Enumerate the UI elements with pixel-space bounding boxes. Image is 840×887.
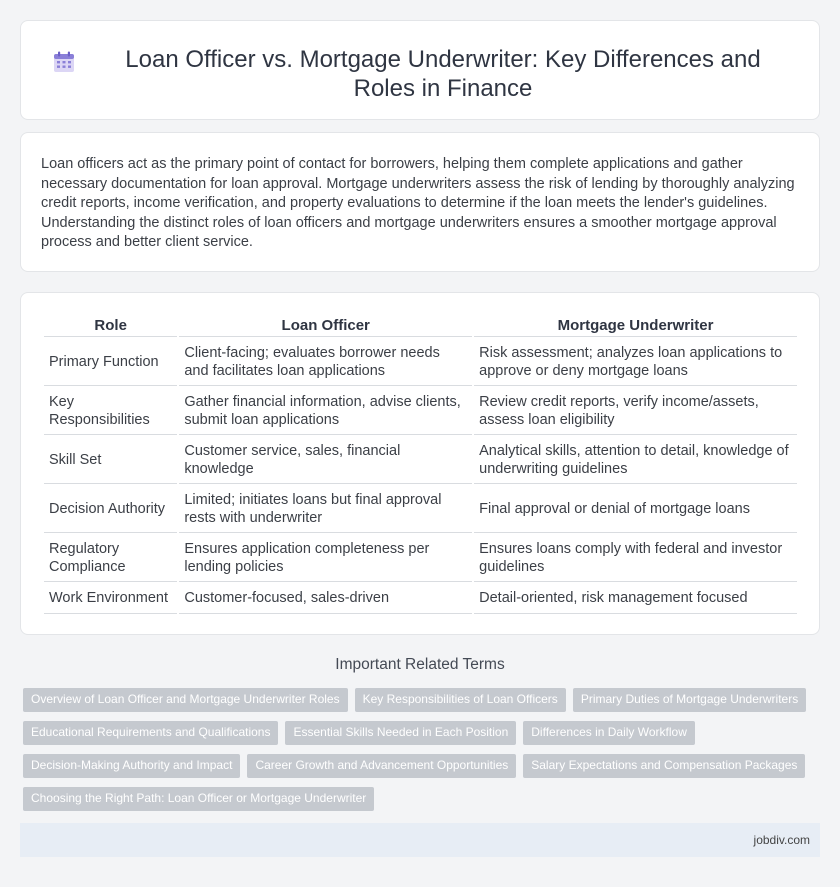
related-tag[interactable]: Choosing the Right Path: Loan Officer or Mortgage Underwriter xyxy=(23,787,374,811)
related-terms-heading: Important Related Terms xyxy=(335,656,505,673)
related-tag[interactable]: Differences in Daily Workflow xyxy=(523,721,695,745)
related-tag[interactable]: Career Growth and Advancement Opportunities xyxy=(247,754,516,778)
related-tag[interactable]: Key Responsibilities of Loan Officers xyxy=(355,688,566,712)
underwriter-cell: Final approval or denial of mortgage loans xyxy=(474,484,797,533)
role-cell: Work Environment xyxy=(44,582,177,614)
underwriter-cell: Risk assessment; analyzes loan applications to approve or deny mortgage loans xyxy=(474,337,797,386)
underwriter-cell: Detail-oriented, risk management focused xyxy=(474,582,797,614)
header-role: Role xyxy=(44,313,177,337)
footer-site-link[interactable]: jobdiv.com xyxy=(753,833,810,847)
table-row xyxy=(44,386,797,435)
header-card xyxy=(20,20,820,120)
calendar-icon xyxy=(52,50,76,74)
related-terms-tags xyxy=(23,688,823,811)
loan-officer-cell: Customer-focused, sales-driven xyxy=(179,582,472,614)
table-header-row xyxy=(44,313,797,337)
header-mortgage-underwriter: Mortgage Underwriter xyxy=(474,313,797,337)
intro-card xyxy=(20,132,820,272)
underwriter-cell: Review credit reports, verify income/assets, assess loan eligibility xyxy=(474,386,797,435)
table-row xyxy=(44,484,797,533)
role-cell: Decision Authority xyxy=(44,484,177,533)
comparison-card xyxy=(20,292,820,635)
comparison-table xyxy=(42,313,799,614)
role-cell: Key Responsibilities xyxy=(44,386,177,435)
table-row xyxy=(44,533,797,582)
table-row xyxy=(44,582,797,614)
related-tag[interactable]: Overview of Loan Officer and Mortgage Underwriter Roles xyxy=(23,688,348,712)
role-cell: Regulatory Compliance xyxy=(44,533,177,582)
loan-officer-cell: Ensures application completeness per lending policies xyxy=(179,533,472,582)
loan-officer-cell: Customer service, sales, financial knowledge xyxy=(179,435,472,484)
page-title: Loan Officer vs. Mortgage Underwriter: Key Differences and Roles in Finance xyxy=(125,46,761,102)
loan-officer-cell: Client-facing; evaluates borrower needs and facilitates loan applications xyxy=(179,337,472,386)
loan-officer-cell: Limited; initiates loans but final approval rests with underwriter xyxy=(179,484,472,533)
role-cell: Primary Function xyxy=(44,337,177,386)
role-cell: Skill Set xyxy=(44,435,177,484)
related-tag[interactable]: Essential Skills Needed in Each Position xyxy=(285,721,516,745)
loan-officer-cell: Gather financial information, advise clients, submit loan applications xyxy=(179,386,472,435)
intro-paragraph: Loan officers act as the primary point of contact for borrowers, helping them complete applications and gather necessary documentation for loan approval. Mortgage underwriters assess the risk of lending by thoroughly analyzing credit reports, income verification, and property evaluations to determine if the loan meets the lender's guidelines. Understanding the distinct roles of loan officers and mortgage underwriters ensures a smoother mortgage approval process and better client service. xyxy=(41,156,795,250)
related-tag[interactable]: Salary Expectations and Compensation Packages xyxy=(523,754,805,778)
table-row xyxy=(44,337,797,386)
footer xyxy=(20,823,820,857)
related-tag[interactable]: Primary Duties of Mortgage Underwriters xyxy=(573,688,806,712)
related-tag[interactable]: Educational Requirements and Qualifications xyxy=(23,721,278,745)
table-row xyxy=(44,435,797,484)
underwriter-cell: Ensures loans comply with federal and investor guidelines xyxy=(474,533,797,582)
related-tag[interactable]: Decision-Making Authority and Impact xyxy=(23,754,240,778)
underwriter-cell: Analytical skills, attention to detail, knowledge of underwriting guidelines xyxy=(474,435,797,484)
header-loan-officer: Loan Officer xyxy=(179,313,472,337)
